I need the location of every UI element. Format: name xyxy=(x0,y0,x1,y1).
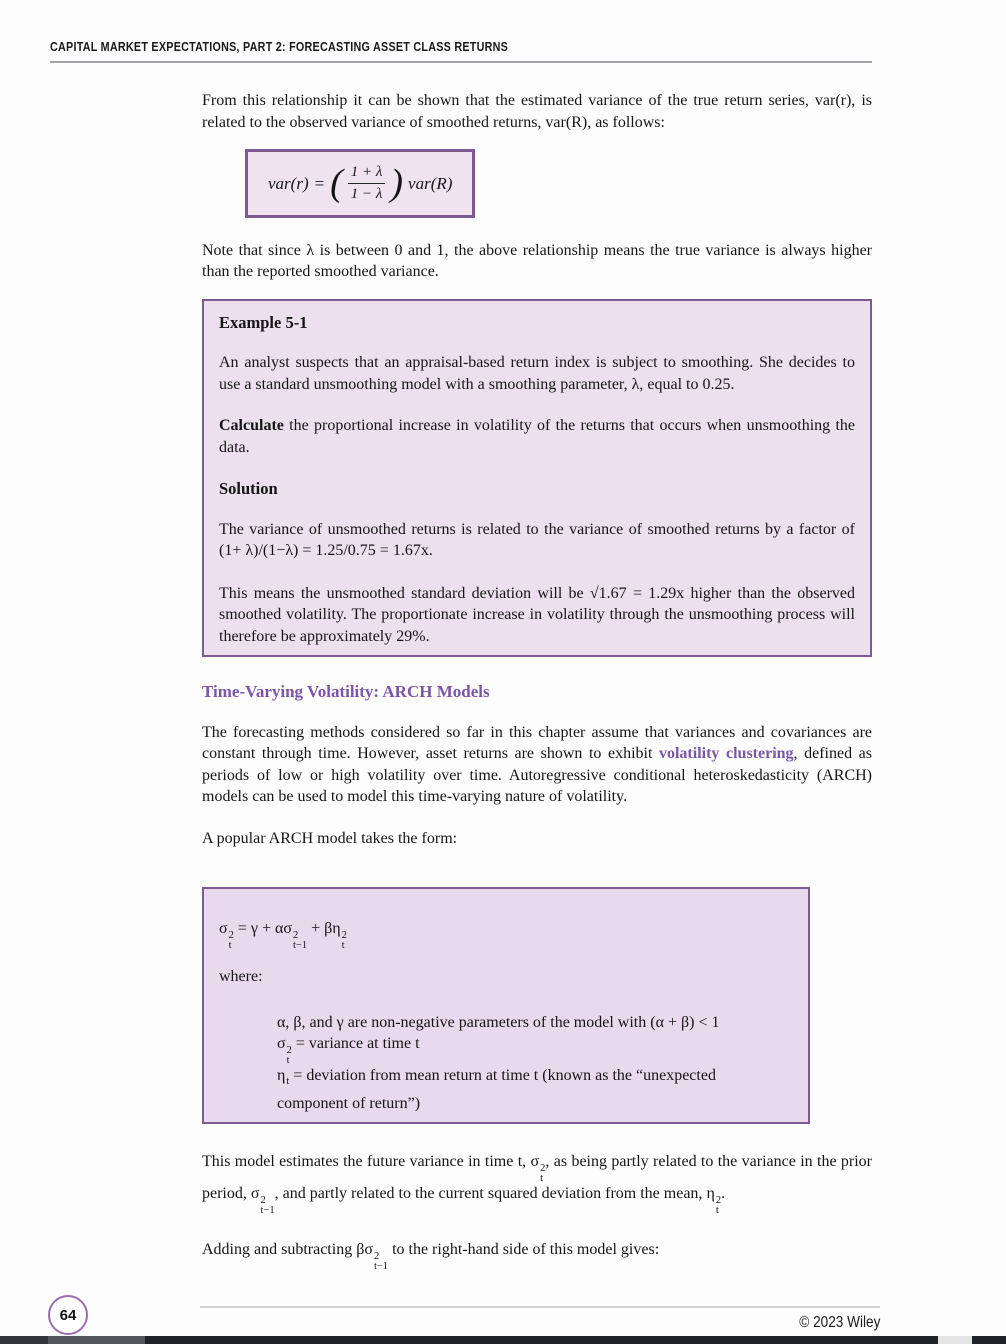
unsmoothing-formula-box xyxy=(245,149,475,218)
eta-definition-text: = deviation from mean return at time t (known as the “unexpected component of return”) xyxy=(277,1067,716,1112)
arch-text-post: , defined as periods of low or high volatility over time. Autoregressive conditional heteroskedasticity (ARCH) models can be used to model this time-varying nature of volatility. xyxy=(202,745,872,805)
sigma-t1-scripts: 2 t−1 xyxy=(373,1251,389,1272)
arch-formula xyxy=(219,916,792,950)
closing-text-4: . xyxy=(721,1185,726,1202)
sigma-t1-scripts: 2 t−1 xyxy=(260,1195,275,1216)
scrollbar-gap xyxy=(938,1336,972,1344)
definition-parameters: α, β, and γ are non-negative parameters of the model with (α + β) < 1 xyxy=(277,1013,720,1031)
sigma-symbol: σ xyxy=(250,1185,260,1202)
footer-rule xyxy=(200,1306,880,1308)
sigma-t-scripts: 2 t xyxy=(540,1163,546,1184)
formula-mid-2: + βη xyxy=(307,920,341,937)
right-paren: ) xyxy=(390,162,404,205)
adding-subtracting-paragraph xyxy=(202,1239,872,1271)
calculate-text: the proportional increase in volatility of the returns that occurs when unsmoothing the data. xyxy=(219,417,855,456)
section-heading-arch: Time-Varying Volatility: ARCH Models xyxy=(202,682,490,701)
arch-intro-paragraph xyxy=(202,722,872,808)
eta-t-scripts: 2 t xyxy=(715,1195,722,1216)
arch-form-intro: A popular ARCH model takes the form: xyxy=(202,829,458,847)
scrollbar-left-cap xyxy=(0,1336,48,1344)
arch-text-pre: The forecasting methods considered so far in this chapter assume that variances and covariances are constant through time. However, asset returns are shown to exhibit xyxy=(202,723,872,762)
closing-text-5: Adding and subtracting βσ xyxy=(202,1241,373,1258)
subscript-t-minus-1: t−1 xyxy=(293,939,308,951)
calculate-label: Calculate xyxy=(219,417,284,434)
copyright-notice: © 2023 Wiley xyxy=(798,1314,880,1331)
sigma-symbol: σ xyxy=(530,1153,540,1170)
solution-paragraph-1: The variance of unsmoothed returns is related to the variance of smoothed returns by a factor of (1+ λ)/(1−λ) = 1.25/0.75 = 1.67x. xyxy=(219,520,855,559)
equals-sign: = xyxy=(313,173,326,193)
header-rule xyxy=(50,61,872,63)
closing-text-6: to the right-hand side of this model gives: xyxy=(388,1241,660,1258)
example-calculate-paragraph xyxy=(219,415,855,458)
superscript-2: 2 xyxy=(341,930,347,941)
lambda-fraction xyxy=(348,163,386,204)
model-explanation-paragraph xyxy=(202,1151,872,1215)
unsmoothing-formula xyxy=(268,163,452,204)
horizontal-scrollbar[interactable] xyxy=(0,1336,1006,1344)
closing-text-1: This model estimates the future variance in time t, xyxy=(202,1153,531,1170)
eta-t-scripts xyxy=(341,931,347,950)
closing-text-2: , as being partly related to the variance in the prior period, xyxy=(202,1153,873,1202)
subscript-t: t xyxy=(228,939,232,951)
solution-label: Solution xyxy=(219,479,278,498)
superscript-2: 2 xyxy=(293,930,299,941)
running-header-title: CAPITAL MARKET EXPECTATIONS, PART 2: FORECASTING ASSET CLASS RETURNS xyxy=(50,40,509,54)
left-paren: ( xyxy=(330,162,343,205)
eta-symbol: η xyxy=(277,1067,286,1084)
eta-symbol: η xyxy=(706,1185,715,1202)
sigma-symbol: σ xyxy=(219,920,228,937)
page-number-badge: 64 xyxy=(48,1295,88,1335)
parameter-definitions xyxy=(277,1012,777,1115)
running-header xyxy=(50,40,872,63)
example-intro-paragraph: An analyst suspects that an appraisal-based return index is subject to smoothing. She decides to use a standard unsmoothing model with a smoothing parameter, λ, equal to 0.25. xyxy=(219,354,855,393)
definition-variance xyxy=(277,1033,777,1065)
example-box xyxy=(202,299,872,658)
textbook-page xyxy=(0,40,1006,1331)
definition-eta xyxy=(277,1065,777,1114)
subscript-t: t xyxy=(341,939,345,951)
scrollbar-thumb[interactable] xyxy=(48,1336,145,1344)
note-paragraph: Note that since λ is between 0 and 1, the above relationship means the true variance is always higher than the reported smoothed variance. xyxy=(202,241,872,280)
superscript-2: 2 xyxy=(228,930,234,941)
volatility-clustering-term: volatility clustering xyxy=(658,745,794,762)
solution-paragraph-2: This means the unsmoothed standard deviation will be √1.67 = 1.29x higher than the observed smoothed volatility. The proportionate increase in volatility through the unsmoothing process will therefore be approximately 29%. xyxy=(219,584,855,645)
arch-formula-box xyxy=(202,887,810,1124)
formula-lhs: var(r) xyxy=(268,173,309,193)
formula-rhs: var(R) xyxy=(408,173,453,193)
intro-paragraph: From this relationship it can be shown that the estimated variance of the true return series, var(r), is related to the observed variance of smoothed returns, var(R), as follows: xyxy=(202,92,872,131)
page-content xyxy=(202,90,872,1271)
sigma-t1-scripts xyxy=(292,931,307,950)
variance-definition-text: = variance at time t xyxy=(291,1035,420,1052)
sigma-t-scripts: 2 t xyxy=(286,1045,292,1066)
fraction-numerator: 1 + λ xyxy=(348,163,386,184)
subscript-t: t xyxy=(286,1076,290,1087)
example-title: Example 5-1 xyxy=(219,312,308,332)
formula-mid-1: = γ + ασ xyxy=(233,920,292,937)
closing-text-3: , and partly related to the current squared deviation from the mean, xyxy=(274,1185,707,1202)
sigma-symbol: σ xyxy=(277,1035,286,1052)
fraction-denominator: 1 − λ xyxy=(350,185,383,202)
where-label: where: xyxy=(219,968,263,985)
